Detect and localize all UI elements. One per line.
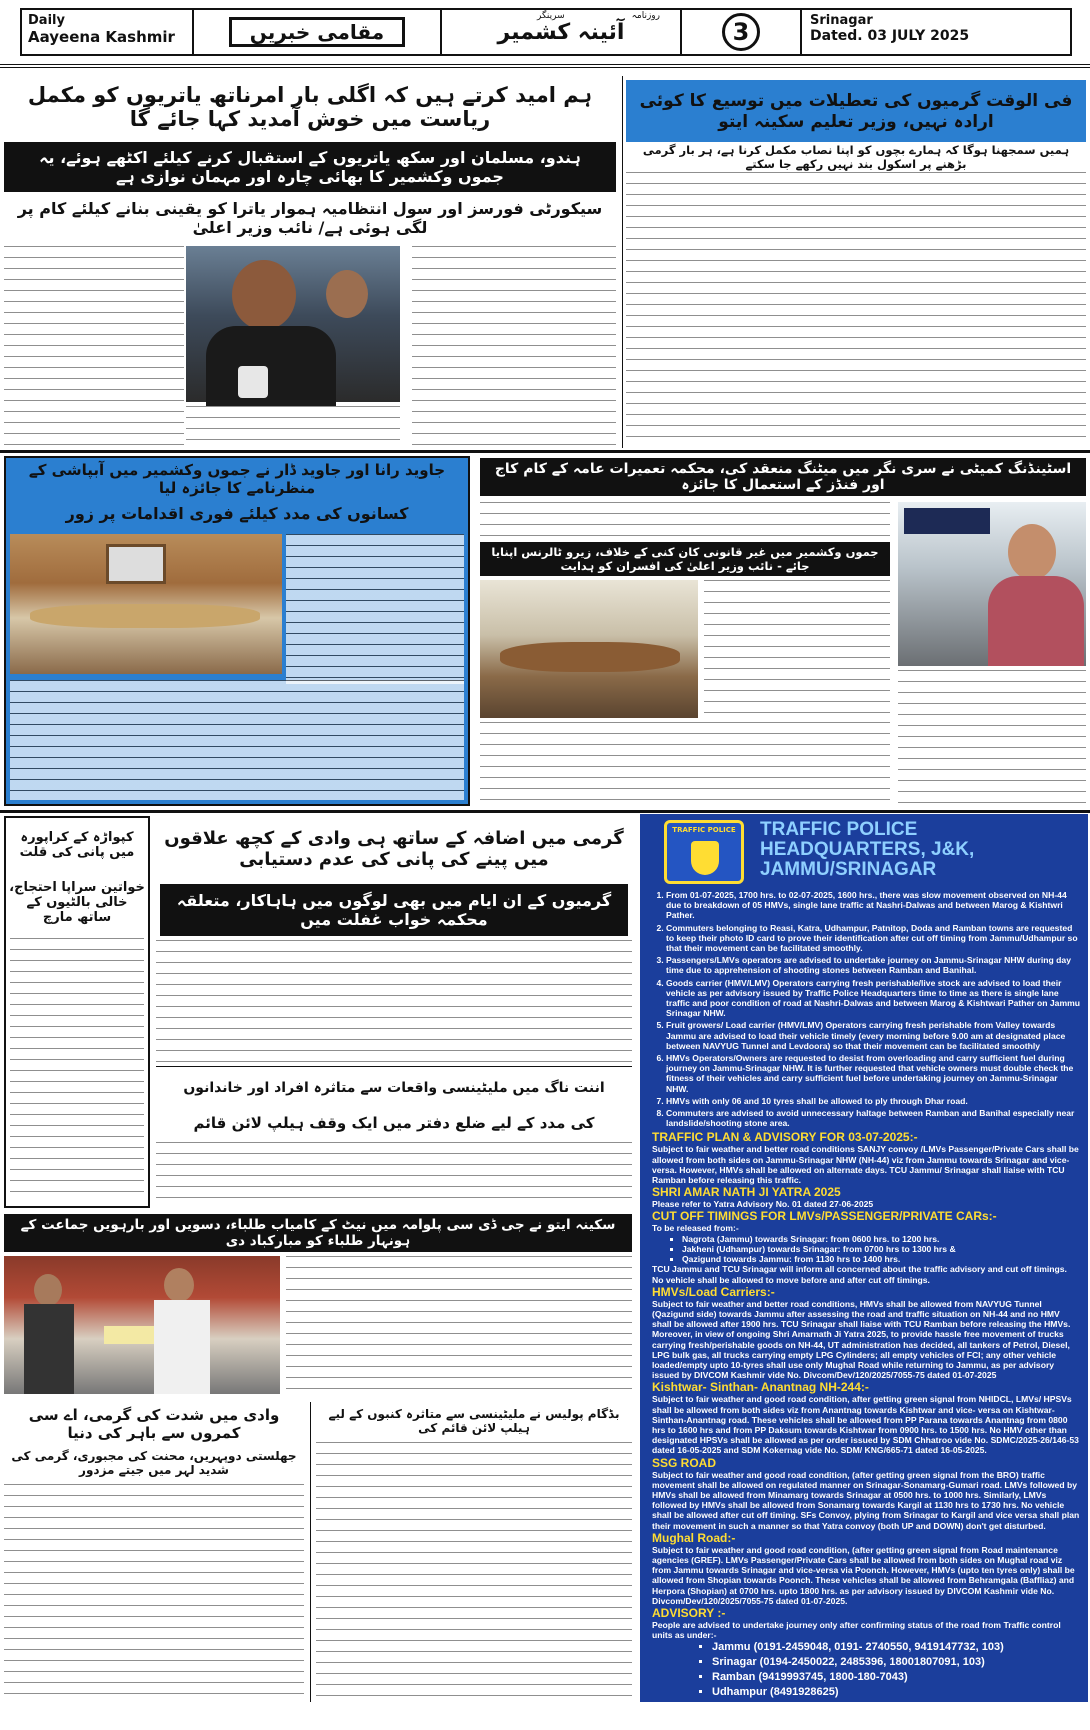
advisory-heading: ADVISORY :- (652, 1605, 726, 1620)
contact-item: ▪ Srinagar (0194-2450022, 2485396, 18001807091, 103) (712, 1655, 1080, 1670)
date-label: Dated. 03 JULY 2025 (810, 28, 970, 44)
column-rule-top (622, 76, 623, 448)
body-text-main-left-a (412, 246, 616, 446)
logo-box (442, 10, 682, 54)
kupwara-headline: کپواڑہ کے کراپورہ میں پانی کی قلت (19, 830, 135, 860)
anantnag-headline: اننت ناگ میں ملیٹینسی واقعات سے متاثرہ افراد اور خاندانوں (183, 1080, 605, 1096)
photo-mining-meeting (480, 580, 698, 718)
daily-label: Daily (28, 13, 65, 28)
column-rule-bottom (310, 1402, 311, 1702)
section-rule-2 (0, 810, 1090, 813)
body-text-anantnag (156, 1142, 632, 1208)
body-text-neet (286, 1256, 632, 1394)
contact-list (652, 1640, 1080, 1730)
anantnag-sub: کی مدد کے لیے ضلع دفتر میں ایک وقف ہیلپ لائن قائم (193, 1114, 595, 1132)
traffic-bullet: 1. From 01-07-2025, 1700 hrs. to 02-07-2025, 1600 hrs., there was slow movement observed on NH-44 due to breakdown of 05 HMVs, single lane traffic at Nashri-Dalwas and between Marog & Kishtwri Pather. (666, 890, 1080, 921)
section-box (194, 10, 442, 54)
contact-item: ▪ Jammu (0191-2459048, 0191- 2740550, 9419147732, 103) (712, 1640, 1080, 1655)
logo-city: سرینگر (537, 11, 565, 21)
yatra-text: Please refer to Yatra Advisory No. 01 dated 27-06-2025 (652, 1199, 874, 1210)
hmv-heading: HMVs/Load Carriers:- (652, 1284, 775, 1299)
logo-urdu: آئینہ کشمیر (497, 20, 625, 45)
photo-irrigation-meeting (10, 534, 282, 674)
traffic-bullet: 2. Commuters belonging to Reasi, Katra, Udhampur, Patnitop, Doda and Ramban towns are requested to keep their photo ID card to prove their identification after cut off timing from Jammu/Udhampur so that their movement can be facilitated smoothly. (666, 923, 1080, 954)
traffic-title-line1: TRAFFIC POLICE (760, 819, 918, 840)
traffic-body (652, 890, 1080, 1730)
body-text-water (156, 940, 632, 1062)
heat-sub: جھلستی دوپہریں، محنت کی مجبوری، گرمی کی شدید لہر میں جیتے مزدور (11, 1449, 297, 1477)
body-text-heat (4, 1484, 304, 1698)
traffic-logo (664, 820, 744, 884)
mining-headline: جموں وکشمیر میں غیر قانونی کان کنی کے خلاف، زیرو ٹالرنس اپنایا جائے - نائب وزیر اعلیٰ کی افسران کو ہدایت (491, 545, 879, 573)
traffic-title-line3: JAMMU/SRINAGAR (760, 859, 937, 880)
budgam-headline: بڈگام پولیس نے ملیٹینسی سے متاثرہ کنبوں کے لیے ہیلپ لائن قائم کی (328, 1407, 620, 1435)
body-text-kupwara (10, 938, 144, 1202)
main-right-headline: فی الوقت گرمیوں کی تعطیلات میں توسیع کا کوئی ارادہ نہیں، وزیر تعلیم سکینہ ایتو (626, 80, 1086, 142)
photo-deputy-cm (186, 246, 400, 402)
section-rule-1 (0, 450, 1090, 453)
cutoff-item: ▪ Nagrota (Jammu) towards Srinagar: from 0600 hrs. to 1200 hrs. (682, 1234, 1080, 1244)
traffic-bullet: 5. Fruit growers/ Load carrier (HMV/LMV) Operators carrying fresh perishable from Valley towards Jammu are advised to load their vehicle timely (every morning before 9.00 am at designated place between NAVYUG Tunnel and Levdoora) so that their movement can be facilitated smoothly (666, 1020, 1080, 1051)
body-text-committee-a (480, 502, 890, 538)
water-headline: گرمی میں اضافہ کے ساتھ ہی وادی کے کچھ علاقوں میں پینے کی پانی کی عدم دستیابی (164, 828, 624, 870)
contact-item: ▪ PCR Kishtwar (9906154100) (712, 1700, 1080, 1715)
photo-committee (898, 502, 1086, 666)
main-left-headline: ہم امید کرتے ہیں کہ اگلی بار امرناتھ یاتریوں کو مکمل ریاست میں خوش آمدید کہا جائے گا (27, 83, 593, 131)
traffic-title-line2: HEADQUARTERS, J&K, (760, 839, 975, 860)
traffic-bullets (652, 890, 1080, 1128)
traffic-panel (640, 814, 1088, 1729)
traffic-bullet: 4. Goods carrier (HMV/LMV) Operators carrying fresh perishable/live stock are advised to load their vehicle as per advisory issued by Traffic Police Headquarters time to time as there is single lane traffic and poor condition of road at Nashri-Dalwas and between Marog & Kishtwari Pather on Jammu Srinagar NHW. (666, 978, 1080, 1019)
contact-item: ▪ Ramban (9419993745, 1800-180-7043) (712, 1670, 1080, 1685)
body-text-main-right (626, 172, 1086, 444)
heat-headline: وادی میں شدت کی گرمی، اے سی کمروں سے باہر کی دنیا (28, 1406, 280, 1442)
irrigation-box (4, 456, 470, 806)
ssg-text: Subject to fair weather and good road condition, (after getting green signal from the BRO) traffic movement shall be allowed on regulated manner on Srinagar-Sonamarg-Gumari road. LMVs followed by HMVs shall be allowed from Minamarg towards Srinagar at 0500 hrs. to 1000 hrs. Similarly, LMVs followed by HMVs shall be allowed from Sonamarg towards Kargil at 1130 hrs to 1730 hrs. No vehicle shall be allowed after cut off timing. SFs Convoy, plying from Srinagar to Kargil and vice versa shall plan their movement in such a manner so that Yatra convoy (both UP and DOWN) don't get disturbed. (652, 1469, 1080, 1531)
body-text-irrigation-a (286, 534, 464, 684)
main-left-sub: ہندو، مسلمان اور سکھ یاتریوں کے استقبال کرنے کیلئے اکٹھے ہوئے، یہ جموں وکشمیر کا بھائی چارہ اور مہمان نوازی ہے (39, 148, 581, 186)
body-text-committee-b (898, 670, 1086, 804)
traffic-bullet: 7. HMVs with only 06 and 10 tyres shall be allowed to ply through Dhar road. (666, 1096, 1080, 1106)
neet-headline: سکینہ ایتو نے جی ڈی سی پلوامہ میں نیٹ کے کامیاب طلباء، دسویں اور بارہویں جماعت کے ہونہار طلباء کو مبارکباد دی (20, 1217, 616, 1249)
traffic-bullet: 3. Passengers/LMVs operators are advised to undertake journey on Jammu-Srinagar NHW during day time due to apprehension of shooting stones between Ramban and Banihal. (666, 955, 1080, 975)
ssg-heading: SSG ROAD (652, 1455, 717, 1470)
mining-banner (480, 542, 890, 576)
cutoff-item: ▪ Qazigund towards Jammu: from 1130 hrs to 1400 hrs. (682, 1254, 1080, 1264)
kishtwar-heading: Kishtwar- Sinthan- Anantnag NH-244:- (652, 1380, 869, 1395)
cutoff-item: ▪ Jakheni (Udhampur) towards Srinagar: from 0700 hrs to 1300 hrs & (682, 1244, 1080, 1254)
cutoff-text: TCU Jammu and TCU Srinagar will inform all concerned about the traffic advisory and cut off timings. No vehicle shall be allowed to move before and after cut off timings. (652, 1264, 1067, 1285)
contact-item: ▪ PCR Kargil (9541902330, 9541902331) (712, 1715, 1080, 1730)
water-sub-banner (160, 884, 628, 936)
hmv-text: Subject to fair weather and better road conditions, HMVs shall be allowed from NAVYUG Tunnel (Qazigund side) towards Jammu after assessing the road and traffic situation on NH-44 and no HMV shall be allowed after 1900 hrs. TCU Srinagar shall liaise with TCU Ramban before releasing the HMVs. Moreover, in view of ongoing Shri Amarnath Ji Yatra 2025, to provide hassle free movement of trucks carrying fresh/perishable goods on NH-44, UT administration has decided, all tankers of Petrol, Diesel, LPG bulk gas, all trucks carrying empty LPG Cylinders; all empty vehicles of FCI; any other vehicle loaded/empty upto 10-tyres shall use only Mughal Road while returning to Jammu, as per advisory issued by DIVCOM Kashmir vide No. Divcom/Dev/120/2025/7055-75 dated 01-07-2025 (652, 1298, 1071, 1381)
kupwara-box (4, 816, 150, 1208)
traffic-plan-heading: TRAFFIC PLAN & ADVISORY FOR 03-07-2025:- (652, 1130, 918, 1145)
traffic-logo-text: TRAFFIC POLICE (672, 826, 736, 834)
cutoff-list (652, 1234, 1080, 1265)
kishtwar-text: Subject to fair weather and good road condition, after getting green signal from NHIDCL, LMVs/ HPSVs shall be allowed from both sides viz from Anantnag towards Kishtwar and vice- versa on Kishtwar-Sinthan-Anantnag road. These vehicles shall be allowed from PP Parana towards Anantnag from 0800 hrs to 1600 hrs and from PP Daksum towards Kishtwar from 0900 hrs. to 1500 hrs. No HMV other than designated HPSVs shall be allowed as per order issued by SDM Chhatroo vide No. SDMC/2025-26/146-53 dated 16-05-2025 and SDM Kokernag vide No. SDM/ KNG/665-71 dated 16-05-2025. (652, 1394, 1079, 1456)
neet-banner (4, 1214, 632, 1252)
committee-headline: اسٹینڈنگ کمیٹی نے سری نگر میں میٹنگ منعقد کی، محکمہ تعمیرات عامہ کے کام کاج اور فنڈز کے استعمال کا جائزہ (494, 461, 1072, 493)
kupwara-sub: خواتین سراپا احتجاج، خالی بالٹیوں کے ساتھ مارچ (9, 879, 145, 925)
logo-small: روزنامہ (631, 11, 660, 21)
water-sub: گرمیوں کے ان ایام میں بھی لوگوں میں ہاہاکار، متعلقہ محکمہ خواب غفلت میں (176, 891, 612, 929)
traffic-bullet: 6. HMVs Operators/Owners are requested to desist from overloading and carry sufficient fuel during journey on Jammu-Srinagar NHW. It is further requested that vehicle owners must double check the fitness of their vehicles and carry sufficient fuel before undertaking journey on Jammu-Srinagar NHW. (666, 1053, 1080, 1094)
traffic-title (760, 820, 1080, 880)
masthead-rule (0, 64, 1090, 68)
mughal-text: Subject to fair weather and good road condition, (after getting green signal from Road maintenance agencies (GREF). LMVs Passenger/Private Cars shall be allowed from both sides on Mughal road viz from Jammu towards Srinagar and vice-versa via Poonch. However, HMVs (upto ten tyres only) shall be allowed from Shopian towards Poonch. These vehicles shall be allowed from Behramgala (Baffliaz) and Herpora (Shopian) at 0700 hrs. upto 1800 hrs. as per advisory issued by DIVCOM Kashmir vide No. Divcom/Dev/120/2025/7055-75 dated 01-07-2025. (652, 1544, 1075, 1606)
masthead-right (804, 10, 1072, 54)
body-text-budgam (316, 1442, 632, 1698)
photo-caption-deputy-cm (186, 406, 400, 440)
irrigation-sub: کسانوں کی مدد کیلئے فوری اقدامات پر زور (65, 503, 409, 523)
page-number-box (682, 10, 802, 54)
body-text-mining-a (704, 580, 890, 718)
paper-name: Aayeena Kashmir (28, 28, 175, 46)
photo-neet-felicitation (4, 1256, 280, 1394)
masthead-left (22, 10, 194, 54)
main-left-sub-banner (4, 142, 616, 192)
section-label: مقامی خبریں (229, 17, 405, 47)
irrigation-headline: جاوید رانا اور جاوید ڈار نے جموں وکشمیر میں آبپاشی کے منظرنامے کا جائزہ لیا (28, 461, 446, 497)
shield-icon (691, 841, 719, 875)
page-number: 3 (722, 13, 760, 51)
body-text-irrigation-b (10, 680, 464, 800)
traffic-bullet: 8. Commuters are advised to avoid unnecessary haltage between Ramban and Banihal especially near landslide/shooting stone area. (666, 1108, 1080, 1128)
body-text-main-left-b (4, 246, 184, 446)
city-label: Srinagar (810, 13, 873, 28)
main-left-sub2: سیکورٹی فورسز اور سول انتظامیہ ہموار یاترا کو یقینی بنانے کیلئے کام پر لگی ہوئی ہے/ نائب وزیر اعلیٰ (17, 199, 603, 237)
main-right-quote: ہمیں سمجھنا ہوگا کہ ہمارے بچوں کو اپنا نصاب مکمل کرنا ہے، ہر بار گرمی بڑھنے پر اسکول بند نہیں رکھے جا سکتے (642, 143, 1070, 171)
rule-water (156, 1066, 632, 1067)
cutoff-heading: CUT OFF TIMINGS FOR LMVs/PASSENGER/PRIVATE CARs:- (652, 1209, 997, 1224)
traffic-plan-text: Subject to fair weather and better road conditions SANJY convoy /LMVs Passenger/Private Cars shall be allowed from both sides on Jammu-Srinagar NHW (NH-44) viz from Jammu towards Srinagar and vice-versa. However, HMVs shall be allowed on alternate days. TCU Jammu/ Srinagar shall liaise with TCU Ramban before releasing this traffic. (652, 1144, 1079, 1186)
mughal-heading: Mughal Road:- (652, 1530, 736, 1545)
masthead (20, 8, 1072, 56)
contact-item: ▪ Udhampur (8491928625) (712, 1685, 1080, 1700)
committee-banner (480, 458, 1086, 496)
advisory-text: People are advised to undertake journey only after confirming status of the road from Traffic control units as under:- (652, 1619, 1061, 1641)
cutoff-intro: To be released from:- (652, 1223, 739, 1234)
body-text-mining-b (480, 722, 890, 804)
yatra-heading: SHRI AMAR NATH JI YATRA 2025 (652, 1185, 841, 1200)
